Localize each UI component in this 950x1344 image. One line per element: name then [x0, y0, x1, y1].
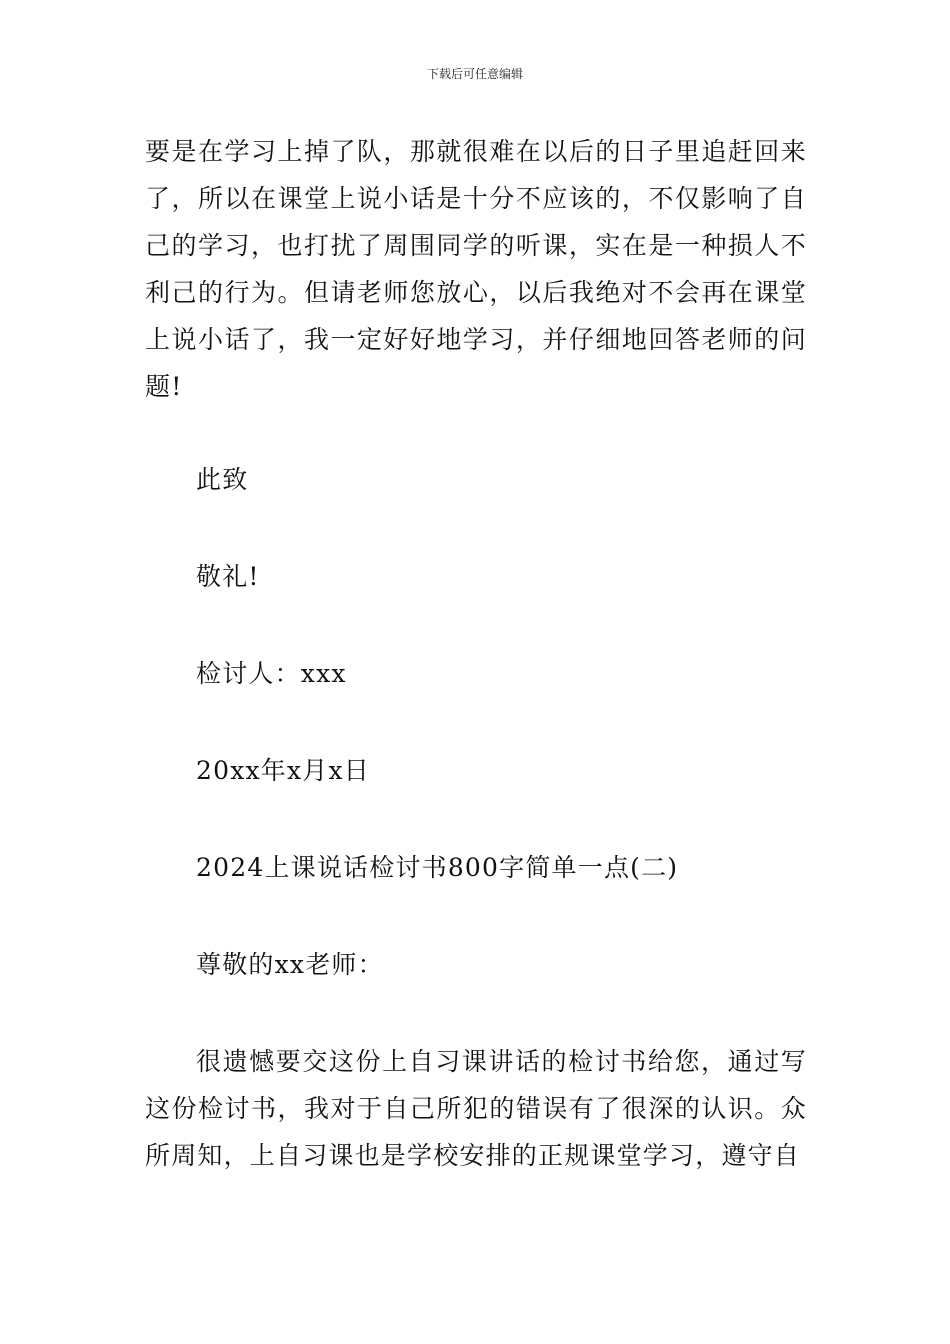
opening-paragraph: 很遗憾要交这份上自习课讲话的检讨书给您，通过写这份检讨书，我对于自己所犯的错误有了很深的认识。众所周知，上自习课也是学校安排的正规课堂学习，遵守自	[145, 1047, 807, 1170]
signer-line: 检讨人：xxx	[196, 659, 347, 688]
date-line: 20xx年x月x日	[196, 756, 371, 785]
page-header: 下载后可任意编辑	[426, 67, 523, 81]
continuation-paragraph: 要是在学习上掉了队，那就很难在以后的日子里追赶回来了，所以在课堂上说小话是十分不应该的，不仅影响了自己的学习，也打扰了周围同学的听课，实在是一种损人不利己的行为。但请老师您放心，以后我绝对不会再在课堂上说小话了，我一定好好地学习，并仔细地回答老师的问题!	[145, 137, 807, 401]
salute-line: 敬礼!	[196, 562, 260, 591]
document-body	[145, 128, 807, 1179]
closing-line: 此致	[196, 465, 249, 494]
section-title: 2024上课说话检讨书800字简单一点(二)	[196, 853, 679, 882]
greeting-line: 尊敬的xx老师：	[196, 950, 384, 979]
